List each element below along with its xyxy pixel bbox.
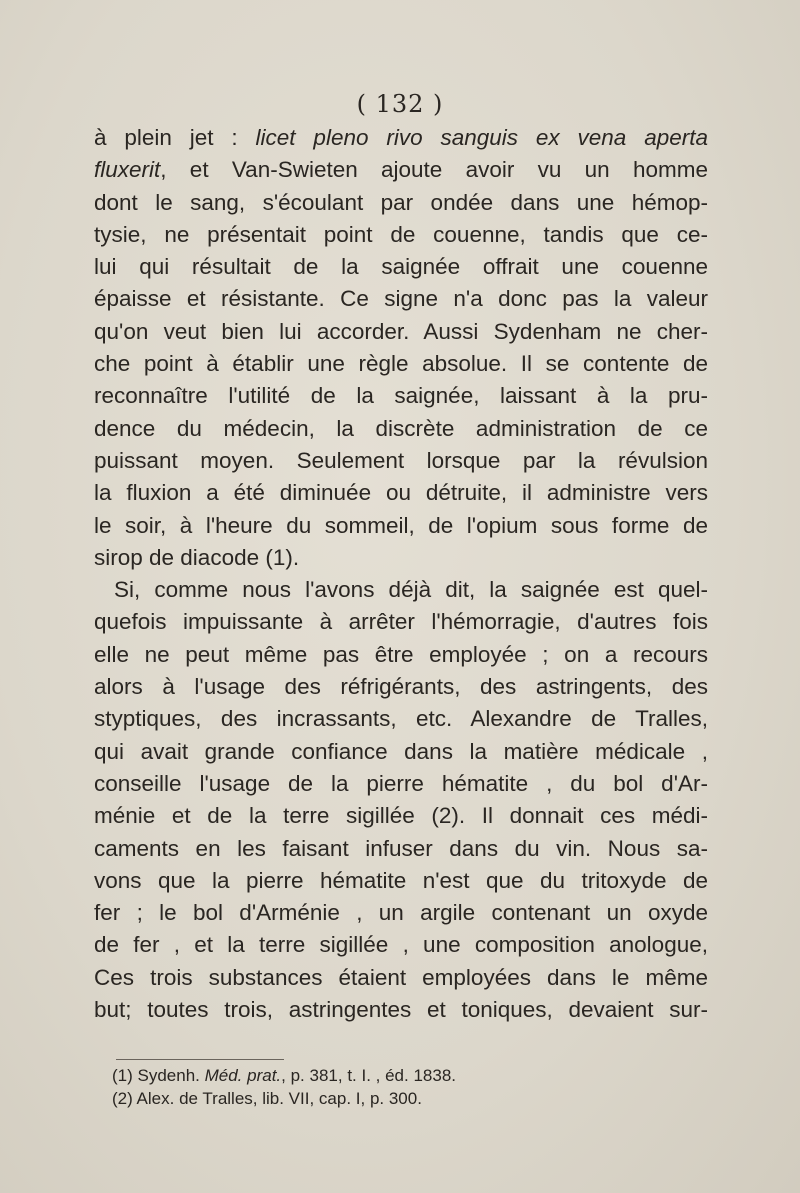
text-line: elle ne peut même pas être employée ; on a recours <box>94 641 708 667</box>
text-line: la fluxion a été diminuée ou détruite, il administre vers <box>94 480 708 506</box>
text-line: tysie, ne présentait point de couenne, tandis que ce- <box>94 221 708 247</box>
text-line: le soir, à l'heure du sommeil, de l'opium sous forme de <box>94 512 708 538</box>
latin-quote-end: fluxerit <box>94 157 161 183</box>
text-line <box>94 122 708 154</box>
text-span: à plein jet : <box>94 125 256 150</box>
text-line: dont le sang, s'écoulant par ondée dans une hémop- <box>94 189 708 215</box>
cited-title: Méd. prat. <box>204 1066 282 1085</box>
text-line: styptiques, des incrassants, etc. Alexandre de Tralles, <box>94 706 708 732</box>
text-line: qu'on veut bien lui accorder. Aussi Sydenham ne cher- <box>94 318 708 344</box>
text-line: de fer , et la terre sigillée , une composition anologue, <box>94 932 708 958</box>
body-text <box>94 122 708 1026</box>
text-span: , p. 381, t. I. , éd. 1838. <box>281 1066 456 1085</box>
text-line: reconnaître l'utilité de la saignée, laissant à la pru- <box>94 383 708 409</box>
footnote-divider <box>116 1059 284 1060</box>
text-line: épaisse et résistante. Ce signe n'a donc pas la valeur <box>94 286 708 312</box>
text-line: Si, comme nous l'avons déjà dit, la saignée est quel- <box>114 577 708 603</box>
text-line <box>94 154 708 186</box>
page-number: ( 132 ) <box>356 90 444 118</box>
text-line: qui avait grande confiance dans la matière médicale , <box>94 738 708 764</box>
text-line: Ces trois substances étaient employées dans le même <box>94 964 708 990</box>
text-line: but; toutes trois, astringentes et toniques, devaient sur- <box>94 997 708 1023</box>
footnotes <box>112 1064 672 1110</box>
text-span: , et Van-Swieten ajoute avoir vu un homme <box>160 157 708 183</box>
text-line: che point à établir une règle absolue. Il se contente de <box>94 351 708 377</box>
text-line: puissant moyen. Seulement lorsque par la révulsion <box>94 447 708 473</box>
text-line: dence du médecin, la discrète administration de ce <box>94 415 708 441</box>
text-line: fer ; le bol d'Arménie , un argile contenant un oxyde <box>94 900 708 926</box>
text-line: sirop de diacode (1). <box>94 544 300 570</box>
text-line: ménie et de la terre sigillée (2). Il donnait ces médi- <box>94 803 708 829</box>
text-line: caments en les faisant infuser dans du vin. Nous sa- <box>94 835 708 861</box>
text-line: alors à l'usage des réfrigérants, des astringents, des <box>94 674 708 700</box>
text-line: vons que la pierre hématite n'est que du tritoxyde de <box>94 867 708 893</box>
text-line: quefois impuissante à arrêter l'hémorragie, d'autres fois <box>94 609 708 635</box>
footnote-1 <box>112 1064 672 1087</box>
footnote-2: (2) Alex. de Tralles, lib. VII, cap. I, p. 300. <box>112 1089 422 1108</box>
latin-quote: licet pleno rivo sanguis ex vena aperta <box>255 125 708 150</box>
text-line: conseille l'usage de la pierre hématite , du bol d'Ar- <box>94 770 708 796</box>
text-line: lui qui résultait de la saignée offrait une couenne <box>94 254 708 280</box>
text-span: (1) Sydenh. <box>112 1066 205 1085</box>
